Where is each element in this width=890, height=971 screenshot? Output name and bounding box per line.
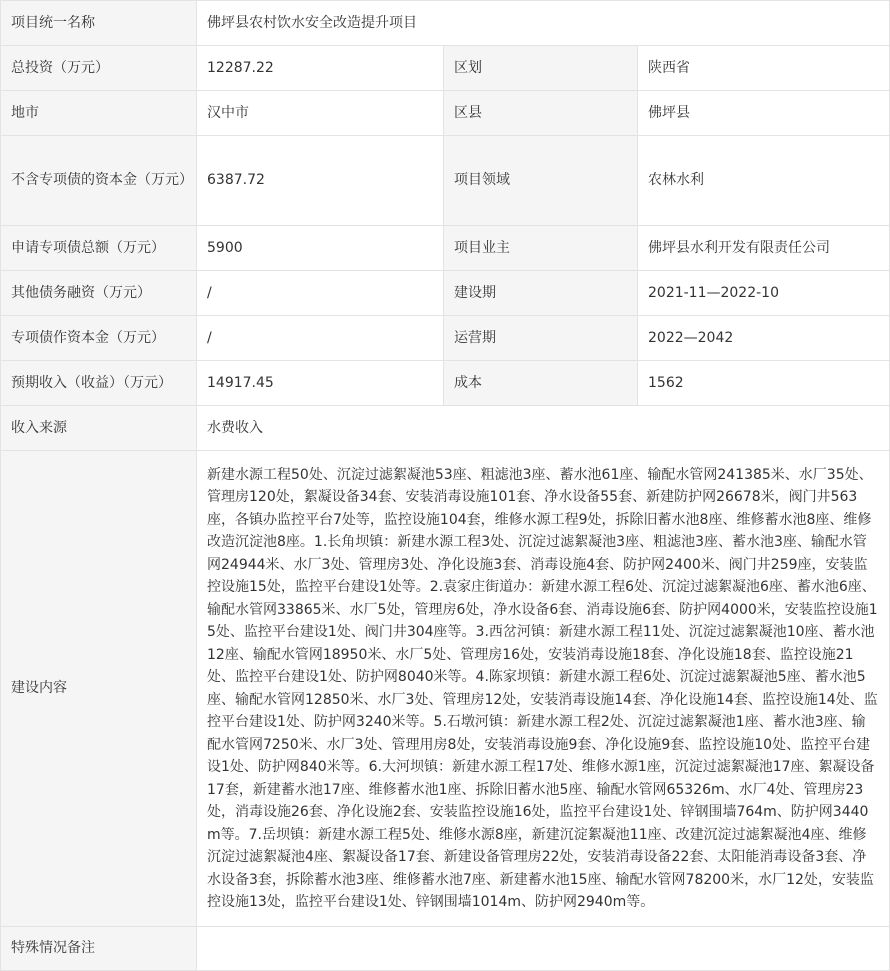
label-city: 地市 bbox=[1, 91, 197, 136]
value-expected-income: 14917.45 bbox=[197, 361, 444, 406]
label-bond-total: 申请专项债总额（万元） bbox=[1, 226, 197, 271]
value-project-name: 佛坪县农村饮水安全改造提升项目 bbox=[197, 1, 890, 46]
value-cost: 1562 bbox=[638, 361, 890, 406]
label-construction-period: 建设期 bbox=[444, 271, 638, 316]
label-total-investment: 总投资（万元） bbox=[1, 46, 197, 91]
value-region: 陕西省 bbox=[638, 46, 890, 91]
label-construction-content: 建设内容 bbox=[1, 451, 197, 927]
table-row bbox=[1, 91, 890, 136]
label-project-owner: 项目业主 bbox=[444, 226, 638, 271]
table-row bbox=[1, 927, 890, 971]
table-row bbox=[1, 46, 890, 91]
label-project-name: 项目统一名称 bbox=[1, 1, 197, 46]
label-region: 区划 bbox=[444, 46, 638, 91]
value-capital-excl-bond: 6387.72 bbox=[197, 136, 444, 226]
value-income-source: 水费收入 bbox=[197, 406, 890, 451]
label-cost: 成本 bbox=[444, 361, 638, 406]
value-operation-period: 2022—2042 bbox=[638, 316, 890, 361]
table-row bbox=[1, 226, 890, 271]
value-bond-total: 5900 bbox=[197, 226, 444, 271]
table-row bbox=[1, 406, 890, 451]
table-row bbox=[1, 271, 890, 316]
label-county: 区县 bbox=[444, 91, 638, 136]
value-total-investment: 12287.22 bbox=[197, 46, 444, 91]
value-project-field: 农林水利 bbox=[638, 136, 890, 226]
table-row bbox=[1, 361, 890, 406]
value-other-financing: / bbox=[197, 271, 444, 316]
table-row bbox=[1, 136, 890, 226]
label-capital-excl-bond: 不含专项债的资本金（万元） bbox=[1, 136, 197, 226]
table-row bbox=[1, 1, 890, 46]
label-operation-period: 运营期 bbox=[444, 316, 638, 361]
label-bond-as-capital: 专项债作资本金（万元） bbox=[1, 316, 197, 361]
label-other-financing: 其他债务融资（万元） bbox=[1, 271, 197, 316]
table-row bbox=[1, 451, 890, 927]
value-special-remarks bbox=[197, 927, 890, 971]
value-county: 佛坪县 bbox=[638, 91, 890, 136]
value-bond-as-capital: / bbox=[197, 316, 444, 361]
label-special-remarks: 特殊情况备注 bbox=[1, 927, 197, 971]
value-project-owner: 佛坪县水利开发有限责任公司 bbox=[638, 226, 890, 271]
table-row bbox=[1, 316, 890, 361]
label-income-source: 收入来源 bbox=[1, 406, 197, 451]
value-city: 汉中市 bbox=[197, 91, 444, 136]
label-project-field: 项目领域 bbox=[444, 136, 638, 226]
label-expected-income: 预期收入（收益）（万元） bbox=[1, 361, 197, 406]
value-construction-period: 2021-11—2022-10 bbox=[638, 271, 890, 316]
value-construction-content: 新建水源工程50处、沉淀过滤絮凝池53座、粗滤池3座、蓄水池61座、输配水管网241385米、水厂35处、管理房120处，絮凝设备34套、安装消毒设施101套、净水设备55套、新建防护网26678米，阀门井563座，各镇办监控平台7处等，监控设施104套，维修水源工程9处，拆除旧蓄水池8座、维修蓄水池8座、维修改造沉淀池8座。1.长角坝镇：新建水源工程3处、沉淀过滤絮凝池3座、粗滤池3座、蓄水池3座、输配水管网24944米、水厂3处、管理房3处、净化设施3套、消毒设施4套、防护网2400米、阀门井259座，安装监控设施15处，监控平台建设1处等。2.袁家庄街道办：新建水源工程6处、沉淀过滤絮凝池6座、蓄水池6座、输配水管网33865米、水厂5处，管理房6处，净水设备6套、消毒设施6套、防护网4000米，安装监控设施15处、监控平台建设1处、阀门井304座等。3.西岔河镇：新建水源工程11处、沉淀过滤絮凝池10座、蓄水池12座、输配水管网18950米、水厂5处、管理房16处，安装消毒设施18套、净化设施18套、监控设施21处、监控平台建设1处、防护网8040米等。4.陈家坝镇：新建水源工程6处、沉淀过滤絮凝池5座、蓄水池5座、输配水管网12850米、水厂3处、管理房12处，安装消毒设施14套、净化设施14套、监控设施14处、监控平台建设1处、防护网3240米等。5.石墩河镇：新建水源工程2处、沉淀过滤絮凝池1座、蓄水池3座、输配水管网7250米、水厂3处、管理用房8处，安装消毒设施9套、净化设施9套、监控设施10处、监控平台建设1处、防护网840米等。6.大河坝镇：新建水源工程17处、维修水源1座，沉淀过滤絮凝池17座、絮凝设备17套，新建蓄水池17座、维修蓄水池1座、拆除旧蓄水池5座、输配水管网65326m、水厂4处、管理房23处，消毒设施26套、净化设施2套、安装监控设施16处，监控平台建设1处、锌钢围墙764m、防护网3440m等。7.岳坝镇：新建水源工程5处、维修水源8座，新建沉淀絮凝池11座、改建沉淀过滤絮凝池4座、维修沉淀过滤絮凝池4座、絮凝设备17套、新建设备管理房22处，安装消毒设备22套、太阳能消毒设备3套、净水设备3套，拆除蓄水池3座、维修蓄水池7座、新建蓄水池15座、输配水管网78200米，水厂12处，安装监控设施13处，监控平台建设1处、锌钢围墙1014m、防护网2940m等。 bbox=[197, 451, 890, 927]
